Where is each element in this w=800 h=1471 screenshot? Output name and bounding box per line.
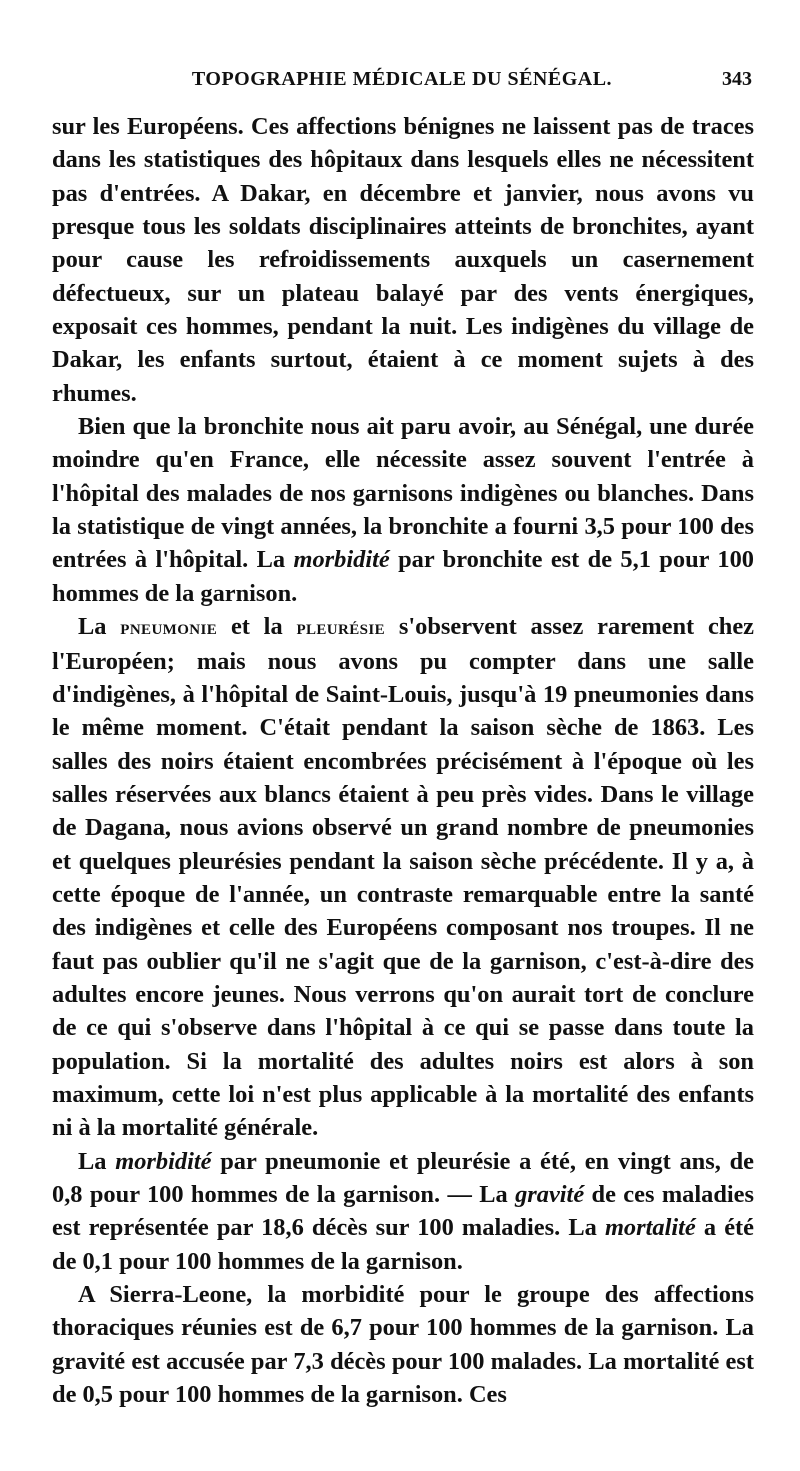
emphasis-morbidite: morbidité xyxy=(293,546,390,574)
emphasis-mortalite: mortalité xyxy=(604,1214,696,1242)
paragraph-2 xyxy=(52,410,754,610)
paragraph-5: A Sierra-Leone, la morbidité pour le groupe des affections thoraciques réunies est de 6,7 pour 100 hommes de la garnison. La gravité est accusée par 7,3 décès pour 100 malades. La mortalité est de 0,5 pour 100 hommes de la garnison. Ces xyxy=(52,1281,754,1409)
body-text xyxy=(52,110,754,1411)
paragraph-3-part-e: s'observent assez rarement chez l'Européen; mais nous avons pu compter dans une salle d'indigènes, à l'hôpital de Saint-Louis, jusqu'à 19 pneumonies dans le même moment. C'était pendant la saison sèche de 1863. Les salles des noirs étaient encombrées précisément à l'époque où les salles réservées aux blancs étaient à peu près vides. Dans le village de Dagana, nous avions observé un grand nombre de pneumonies et quelques pleurésies pendant la saison sèche précédente. Il y a, à cette époque de l'année, un contraste remarquable entre la santé des indigènes et celle des Européens composant nos troupes. Il ne faut pas oublier qu'il ne s'agit que de la garnison, c'est-à-dire des adultes encore jeunes. Nous verrons qu'on aurait tort de conclure de ce qui s'observe dans l'hôpital à ce qui se passe dans toute la population. Si la mortalité des adultes noirs est alors à son maximum, cette loi n'est plus applicable à la mortalité des enfants ni à la mortalité générale. xyxy=(52,613,754,1142)
running-head: TOPOGRAPHIE MÉDICALE DU SÉNÉGAL. xyxy=(191,68,613,90)
paragraph-3-part-a: La xyxy=(78,613,121,641)
paragraph-1: sur les Européens. Ces affections bénignes ne laissent pas de traces dans les statistiques des hôpitaux dans lesquels elles ne nécessitent pas d'entrées. A Dakar, en décembre et janvier, nous avons vu presque tous les soldats disciplinaires atteints de bronchites, ayant pour cause les refroidissements auxquels un casernement défectueux, sur un plateau balayé par des vents énergiques, exposait ces hommes, pendant la nuit. Les indigènes du village de Dakar, les enfants surtout, étaient à ce moment sujets à des rhumes. xyxy=(52,113,754,407)
emphasis-gravite: gravité xyxy=(515,1181,585,1208)
paragraph-4-part-a: La xyxy=(78,1147,116,1175)
paragraph-4-part-e: de ces maladies est représentée par 18,6 décès sur 100 maladies. La xyxy=(52,1181,754,1242)
term-pneumonie: pneumonie xyxy=(120,615,218,640)
paragraph-3-part-c: et la xyxy=(217,613,297,641)
term-pleuresie: pleurésie xyxy=(296,615,386,640)
page-number: 343 xyxy=(722,68,752,90)
paragraph-2-part-c: par bronchite est de 5,1 pour 100 hommes de la garnison. xyxy=(52,546,754,607)
paragraph-2-part-a: Bien que la bronchite nous ait paru avoir, au Sénégal, une durée moindre qu'en France, elle nécessite assez souvent l'entrée à l'hôpital des malades de nos garnisons indigènes ou blanches. Dans la statistique de vingt années, la bronchite a fourni 3,5 pour 100 des entrées à l'hôpital. La xyxy=(52,413,754,574)
emphasis-morbidite: morbidité xyxy=(115,1147,212,1175)
page-header xyxy=(52,68,752,104)
paragraph-4-part-g: a été de 0,1 pour 100 hommes de la garnison. xyxy=(52,1214,754,1275)
paragraph-3 xyxy=(52,610,754,1145)
paragraph-4 xyxy=(52,1145,754,1278)
paragraph-4-part-c: par pneumonie et pleurésie a été, en vingt ans, de 0,8 pour 100 hommes de la garnison. — La xyxy=(52,1147,755,1208)
